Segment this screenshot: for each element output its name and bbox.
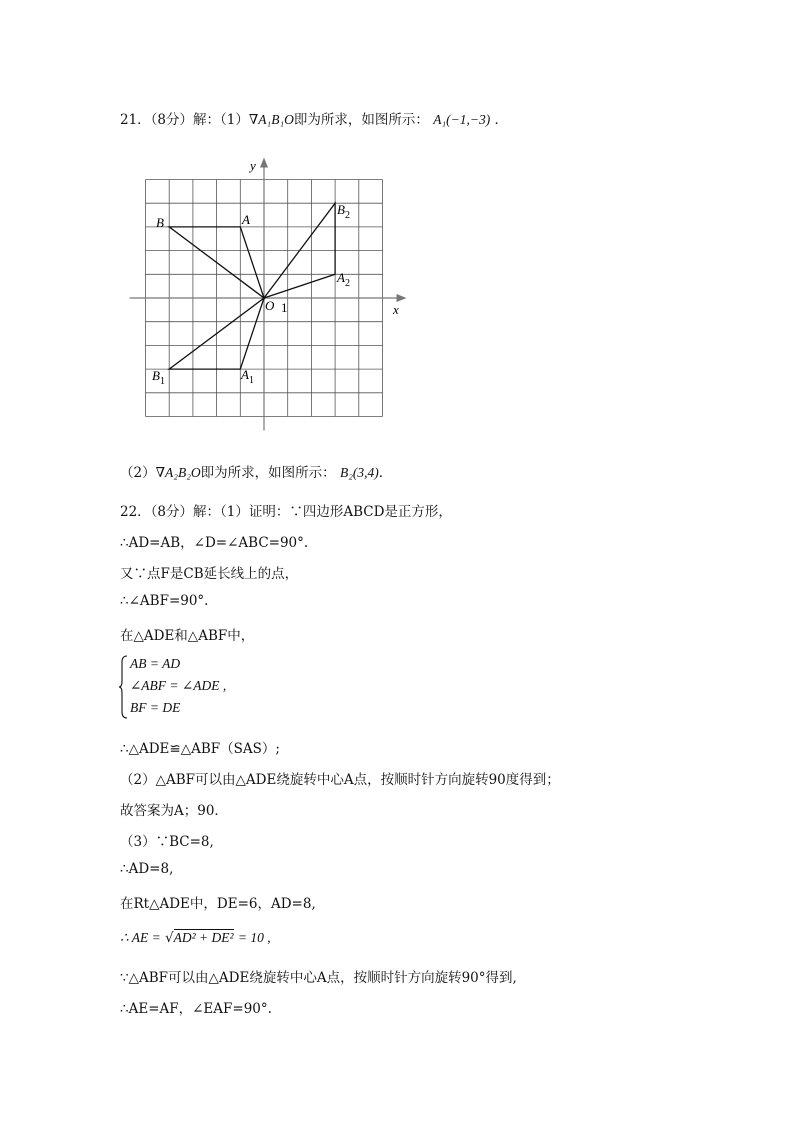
q22-line3: 又∵点F是CB延长线上的点， [120, 566, 299, 582]
y-axis-label: y [250, 158, 256, 173]
point-label-A1-main: A [241, 367, 249, 382]
q21-text2: 即为所求，如图所示： [200, 465, 336, 481]
q22-line7: （2）△ABF可以由△ADE绕旋转中心A点，按顺时针方向旋转90度得到； [120, 772, 560, 788]
point-label-A2-sub: 2 [344, 278, 350, 289]
q21-coord2: B₂(3,4) [339, 465, 379, 480]
q21-end1: ． [494, 112, 509, 128]
q22-line6: ∴△ADE≌△ABF（SAS）; [120, 741, 280, 757]
sqrt-sign: √ [165, 930, 174, 946]
point-label-A2-main: A [337, 270, 345, 285]
q21-coord1: A₁(−1,−3) [433, 112, 491, 127]
point-label-B2-sub: 2 [344, 210, 350, 221]
point-label-A2 [336, 270, 350, 289]
origin-label: O [265, 298, 275, 313]
q21-triangle1: ∇A₁B₁O [248, 112, 294, 127]
q22-line11: 在Rt△ADE中，DE=6，AD=8, [120, 896, 316, 912]
point-label-B1-main: B [152, 368, 160, 383]
point-labels [152, 158, 399, 387]
ae-formula-result: = 10 , [237, 930, 271, 945]
q22-line1: 22．（8分）解：（1）证明：∵四边形ABCD是正方形， [120, 504, 452, 520]
equation-system [118, 654, 278, 720]
system-line-1: AB = AD [130, 656, 181, 671]
q22-line4: ∴∠ABF=90°. [120, 593, 209, 609]
q22-line9: （3）∵BC=8, [120, 834, 214, 850]
left-brace [118, 654, 128, 720]
sqrt-radicand: AD² + DE² [173, 930, 234, 945]
point-label-A1 [240, 367, 254, 386]
q21-line2 [120, 461, 392, 481]
point-label-A: A [242, 212, 250, 227]
q22-line8: 故答案为A；90． [120, 803, 228, 819]
y-axis-arrow [260, 158, 268, 168]
ae-formula-prefix: ∴ AE = [120, 930, 161, 945]
point-label-A1-sub: 1 [248, 375, 254, 386]
triangles [169, 203, 335, 369]
coordinate-figure [120, 150, 420, 440]
q22-line5: 在△ADE和△ABF中， [120, 628, 255, 644]
q22-line2: ∴AD=AB，∠D=∠ABC=90°. [120, 535, 309, 551]
system-line-2: ∠ABF = ∠ADE , [130, 678, 227, 693]
system-line-3: BF = DE [130, 700, 181, 715]
q21-triangle2: ∇A₂B₂O [155, 465, 201, 480]
point-label-B: B [156, 215, 164, 230]
q21-part2-prefix: （2） [120, 465, 156, 481]
x-axis-arrow [397, 294, 407, 302]
q22-line10: ∴AD=8, [120, 861, 174, 877]
x-axis-label: x [393, 302, 399, 317]
q21-header: 21．（8分）解：（1） [120, 112, 249, 128]
point-label-B1 [152, 368, 165, 387]
q22-line12 [120, 930, 271, 946]
q21-end2: ． [378, 465, 393, 481]
q21-line1 [120, 108, 508, 128]
point-label-B1-sub: 1 [159, 376, 165, 387]
q21-text1: 即为所求，如图所示： [293, 112, 429, 128]
axes [130, 158, 407, 431]
q22-line13: ∵△ABF可以由△ADE绕旋转中心A点，按顺时针方向旋转90°得到, [120, 970, 517, 986]
unit-label: 1 [281, 300, 288, 315]
q22-line14: ∴AE=AF，∠EAF=90°. [120, 1001, 272, 1017]
point-label-B2 [337, 202, 350, 221]
point-label-B2-main: B [337, 202, 345, 217]
